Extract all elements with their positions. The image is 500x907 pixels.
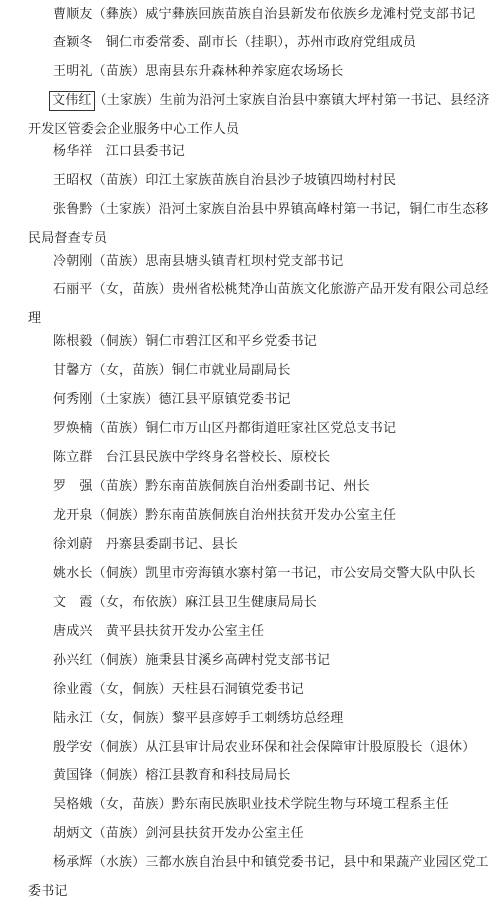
entry-line [0, 166, 500, 195]
entry-line [0, 472, 500, 501]
entry-text: 石丽平（女，苗族）贵州省松桃梵净山苗族文化旅游产品开发有限公司总经 [53, 282, 489, 297]
list-item [0, 617, 500, 646]
list-item [0, 530, 500, 559]
entry-text: 王昭权（苗族）印江土家族苗族自治县沙子坡镇四坳村村民 [53, 173, 397, 188]
list-item [0, 166, 500, 195]
entry-line [0, 414, 500, 443]
entry-text: 吴格娥（女，苗族）黔东南民族职业技术学院生物与环境工程系主任 [53, 797, 450, 812]
list-item [0, 385, 500, 414]
entry-text: 唐成兴 黄平县扶贫开发办公室主任 [53, 624, 265, 639]
entry-text: 陈根毅（侗族）铜仁市碧江区和平乡党委书记 [53, 334, 318, 349]
entry-line [0, 559, 500, 588]
list-item [0, 790, 500, 819]
entry-line [0, 86, 500, 115]
list-item [0, 414, 500, 443]
entry-text: 徐刘蔚 丹寨县委副书记、县长 [53, 537, 238, 552]
entry-line [0, 275, 500, 304]
list-item [0, 28, 500, 57]
entry-line [0, 617, 500, 646]
entry-text: 陆永江（女，侗族）黎平县彦婷手工刺绣坊总经理 [53, 711, 344, 726]
list-item [0, 704, 500, 733]
entry-line [0, 247, 500, 276]
list-item [0, 501, 500, 530]
list-item [0, 275, 500, 333]
list-item [0, 819, 500, 848]
entry-text: 查颖冬 铜仁市委常委、副市长（挂职），苏州市政府党组成员 [53, 35, 417, 50]
list-item [0, 86, 500, 144]
list-item [0, 247, 500, 276]
entry-continuation: 民局督查专员 [28, 231, 108, 246]
entry-text: 龙开泉（侗族）黔东南苗族侗族自治州扶贫开发办公室主任 [53, 508, 397, 523]
list-item [0, 0, 500, 29]
entry-line [0, 848, 500, 877]
entry-text: 孙兴红（侗族）施秉县甘溪乡高碑村党支部书记 [53, 653, 331, 668]
entry-text: 王明礼（苗族）思南县东升森林种养家庭农场场长 [53, 64, 344, 79]
list-item [0, 443, 500, 472]
entry-text: 黄国锋（侗族）榕江县教育和科技局局长 [53, 768, 291, 783]
list-item [0, 327, 500, 356]
entry-text: 张鲁黔（土家族）沿河土家族自治县中界镇高峰村第一书记，铜仁市生态移 [53, 202, 489, 217]
entry-text: 陈立群 台江县民族中学终身名誉校长、原校长 [53, 450, 331, 465]
entry-continuation: 开发区管委会企业服务中心工作人员 [28, 122, 240, 137]
highlighted-name: 文伟红 [52, 93, 92, 108]
entry-line [0, 327, 500, 356]
entry-text: 杨承辉（水族）三都水族自治县中和镇党委书记，县中和果蔬产业园区党工 [53, 855, 489, 870]
entry-text: 甘馨方（女，苗族）铜仁市就业局副局长 [53, 363, 291, 378]
entry-text: 何秀刚（土家族）德江县平原镇党委书记 [53, 392, 291, 407]
entry-text: 殷学安（侗族）从江县审计局农业环保和社会保障审计股原股长（退休） [53, 740, 476, 755]
entry-text: 罗焕楠（苗族）铜仁市万山区丹都街道旺家社区党总支书记 [53, 421, 397, 436]
entry-line [0, 385, 500, 414]
entry-continuation: 委书记 [28, 884, 68, 899]
entry-line [0, 443, 500, 472]
entry-continuation: 理 [28, 311, 42, 326]
entry-text: （土家族）生前为沿河土家族自治县中寨镇大坪村第一书记、县经济 [93, 93, 490, 108]
entry-line [0, 646, 500, 675]
entry-line [0, 588, 500, 617]
list-item [0, 675, 500, 704]
entry-line [0, 761, 500, 790]
list-item [0, 646, 500, 675]
list-item [0, 761, 500, 790]
entry-text: 曹顺友（彝族）威宁彝族回族苗族自治县新发布依族乡龙滩村党支部书记 [53, 7, 476, 22]
entry-text: 徐业霞（女，侗族）天柱县石洞镇党委书记 [53, 682, 304, 697]
entry-line [0, 195, 500, 224]
entry-line [0, 356, 500, 385]
list-item [0, 733, 500, 762]
list-item [0, 137, 500, 166]
entry-line [0, 704, 500, 733]
entry-text: 姚水长（侗族）凯里市旁海镇水寨村第一书记，市公安局交警大队中队长 [53, 566, 476, 581]
entry-text: 胡炳文（苗族）剑河县扶贫开发办公室主任 [53, 826, 304, 841]
entry-line [0, 819, 500, 848]
entry-line [0, 137, 500, 166]
list-item [0, 356, 500, 385]
entry-line [0, 57, 500, 86]
entry-text: 冷朝刚（苗族）思南县塘头镇青杠坝村党支部书记 [53, 254, 344, 269]
entry-line [0, 733, 500, 762]
entry-text: 杨华祥 江口县委书记 [53, 144, 186, 159]
entry-line [0, 0, 500, 29]
list-item [0, 195, 500, 253]
entry-line [0, 790, 500, 819]
list-item [0, 588, 500, 617]
entry-line [0, 530, 500, 559]
list-item [0, 57, 500, 86]
entry-text: 罗 强（苗族）黔东南苗族侗族自治州委副书记、州长 [53, 479, 370, 494]
list-item [0, 848, 500, 906]
entry-line [0, 28, 500, 57]
entry-text: 文 霞（女，布依族）麻江县卫生健康局局长 [53, 595, 318, 610]
entry-line [0, 501, 500, 530]
list-item [0, 472, 500, 501]
entry-line [0, 675, 500, 704]
list-item [0, 559, 500, 588]
